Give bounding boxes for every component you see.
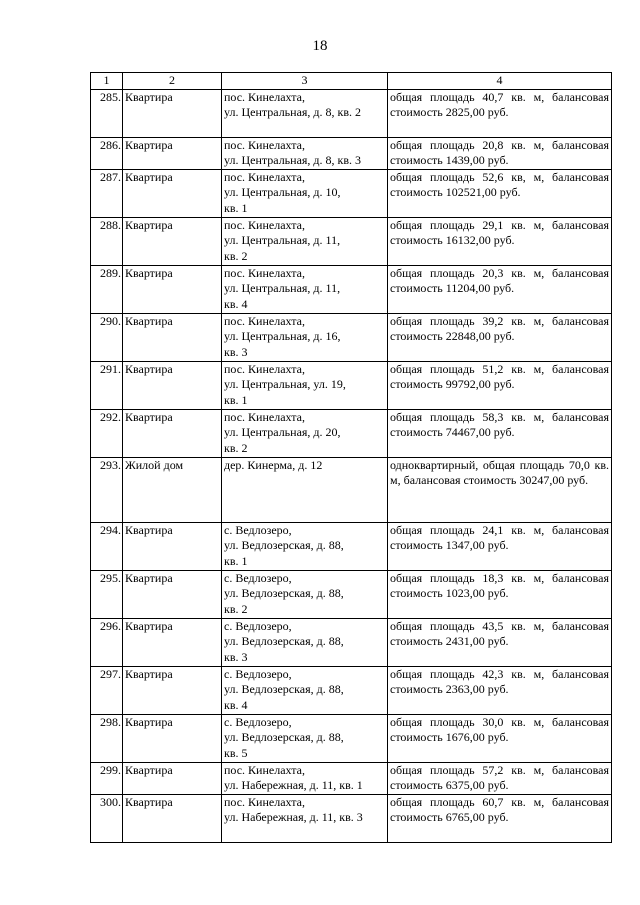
- table-row: [91, 313, 612, 361]
- object-type: Квартира: [123, 313, 222, 361]
- page-number: 18: [312, 38, 328, 54]
- row-number: 296.: [91, 618, 123, 666]
- object-description: общая площадь 52,6 кв, м, балансовая стоимость 102521,00 руб.: [388, 169, 612, 217]
- object-description: общая площадь 20,3 кв. м, балансовая стоимость 11204,00 руб.: [388, 265, 612, 313]
- object-address: пос. Кинелахта, ул. Центральная, д. 8, кв. 2: [222, 89, 388, 137]
- object-description: общая площадь 24,1 кв. м, балансовая стоимость 1347,00 руб.: [388, 522, 612, 570]
- column-header: 3: [222, 73, 388, 90]
- object-type: Квартира: [123, 361, 222, 409]
- object-description: общая площадь 20,8 кв. м, балансовая стоимость 1439,00 руб.: [388, 137, 612, 169]
- object-address: пос. Кинелахта, ул. Набережная, д. 11, кв. 3: [222, 794, 388, 842]
- row-number: 290.: [91, 313, 123, 361]
- object-address: пос. Кинелахта, ул. Центральная, д. 11, кв. 4: [222, 265, 388, 313]
- property-table: [90, 72, 612, 843]
- table-row: [91, 666, 612, 714]
- row-number: 289.: [91, 265, 123, 313]
- object-type: Квартира: [123, 794, 222, 842]
- row-number: 295.: [91, 570, 123, 618]
- row-number: 298.: [91, 714, 123, 762]
- object-address: с. Ведлозеро, ул. Ведлозерская, д. 88, кв. 2: [222, 570, 388, 618]
- table-body: [91, 89, 612, 842]
- object-type: Квартира: [123, 666, 222, 714]
- object-description: общая площадь 30,0 кв. м, балансовая стоимость 1676,00 руб.: [388, 714, 612, 762]
- row-number: 294.: [91, 522, 123, 570]
- table-row: [91, 618, 612, 666]
- table-row: [91, 265, 612, 313]
- object-type: Квартира: [123, 137, 222, 169]
- object-description: общая площадь 58,3 кв. м, балансовая стоимость 74467,00 руб.: [388, 409, 612, 457]
- row-number: 297.: [91, 666, 123, 714]
- object-type: Квартира: [123, 169, 222, 217]
- object-type: Квартира: [123, 217, 222, 265]
- object-address: с. Ведлозеро, ул. Ведлозерская, д. 88, кв. 3: [222, 618, 388, 666]
- object-address: пос. Кинелахта, ул. Центральная, д. 20, кв. 2: [222, 409, 388, 457]
- object-description: общая площадь 42,3 кв. м, балансовая стоимость 2363,00 руб.: [388, 666, 612, 714]
- object-description: общая площадь 18,3 кв. м, балансовая стоимость 1023,00 руб.: [388, 570, 612, 618]
- object-type: Квартира: [123, 762, 222, 794]
- table-row: [91, 762, 612, 794]
- row-number: 286.: [91, 137, 123, 169]
- object-address: пос. Кинелахта, ул. Центральная, д. 16, кв. 3: [222, 313, 388, 361]
- row-number: 293.: [91, 457, 123, 522]
- table-row: [91, 794, 612, 842]
- table-row: [91, 137, 612, 169]
- object-address: с. Ведлозеро, ул. Ведлозерская, д. 88, кв. 5: [222, 714, 388, 762]
- object-description: общая площадь 40,7 кв. м, балансовая стоимость 2825,00 руб.: [388, 89, 612, 137]
- row-number: 285.: [91, 89, 123, 137]
- object-type: Квартира: [123, 89, 222, 137]
- column-header: 4: [388, 73, 612, 90]
- object-type: Жилой дом: [123, 457, 222, 522]
- object-description: одноквартирный, общая площадь 70,0 кв. м, балансовая стоимость 30247,00 руб.: [388, 457, 612, 522]
- object-type: Квартира: [123, 522, 222, 570]
- object-type: Квартира: [123, 570, 222, 618]
- object-address: пос. Кинелахта, ул. Центральная, д. 11, кв. 2: [222, 217, 388, 265]
- table-header-row: [91, 73, 612, 90]
- object-address: пос. Кинелахта, ул. Центральная, д. 10, кв. 1: [222, 169, 388, 217]
- object-description: общая площадь 57,2 кв. м, балансовая стоимость 6375,00 руб.: [388, 762, 612, 794]
- table-row: [91, 522, 612, 570]
- table-row: [91, 217, 612, 265]
- object-address: с. Ведлозеро, ул. Ведлозерская, д. 88, кв. 4: [222, 666, 388, 714]
- row-number: 291.: [91, 361, 123, 409]
- object-description: общая площадь 39,2 кв. м, балансовая стоимость 22848,00 руб.: [388, 313, 612, 361]
- object-description: общая площадь 43,5 кв. м, балансовая стоимость 2431,00 руб.: [388, 618, 612, 666]
- object-description: общая площадь 60,7 кв. м, балансовая стоимость 6765,00 руб.: [388, 794, 612, 842]
- object-address: пос. Кинелахта, ул. Центральная, д. 8, кв. 3: [222, 137, 388, 169]
- row-number: 288.: [91, 217, 123, 265]
- object-type: Квартира: [123, 265, 222, 313]
- object-description: общая площадь 29,1 кв. м, балансовая стоимость 16132,00 руб.: [388, 217, 612, 265]
- column-header: 1: [91, 73, 123, 90]
- table-row: [91, 714, 612, 762]
- object-description: общая площадь 51,2 кв. м, балансовая стоимость 99792,00 руб.: [388, 361, 612, 409]
- table-row: [91, 361, 612, 409]
- object-type: Квартира: [123, 618, 222, 666]
- table-row: [91, 169, 612, 217]
- table-row: [91, 570, 612, 618]
- object-address: пос. Кинелахта, ул. Набережная, д. 11, кв. 1: [222, 762, 388, 794]
- object-type: Квартира: [123, 409, 222, 457]
- table-row: [91, 89, 612, 137]
- table-row: [91, 457, 612, 522]
- object-type: Квартира: [123, 714, 222, 762]
- row-number: 287.: [91, 169, 123, 217]
- table-row: [91, 409, 612, 457]
- column-header: 2: [123, 73, 222, 90]
- object-address: дер. Кинерма, д. 12: [222, 457, 388, 522]
- row-number: 292.: [91, 409, 123, 457]
- row-number: 300.: [91, 794, 123, 842]
- object-address: пос. Кинелахта, ул. Центральная, ул. 19, кв. 1: [222, 361, 388, 409]
- row-number: 299.: [91, 762, 123, 794]
- object-address: с. Ведлозеро, ул. Ведлозерская, д. 88, кв. 1: [222, 522, 388, 570]
